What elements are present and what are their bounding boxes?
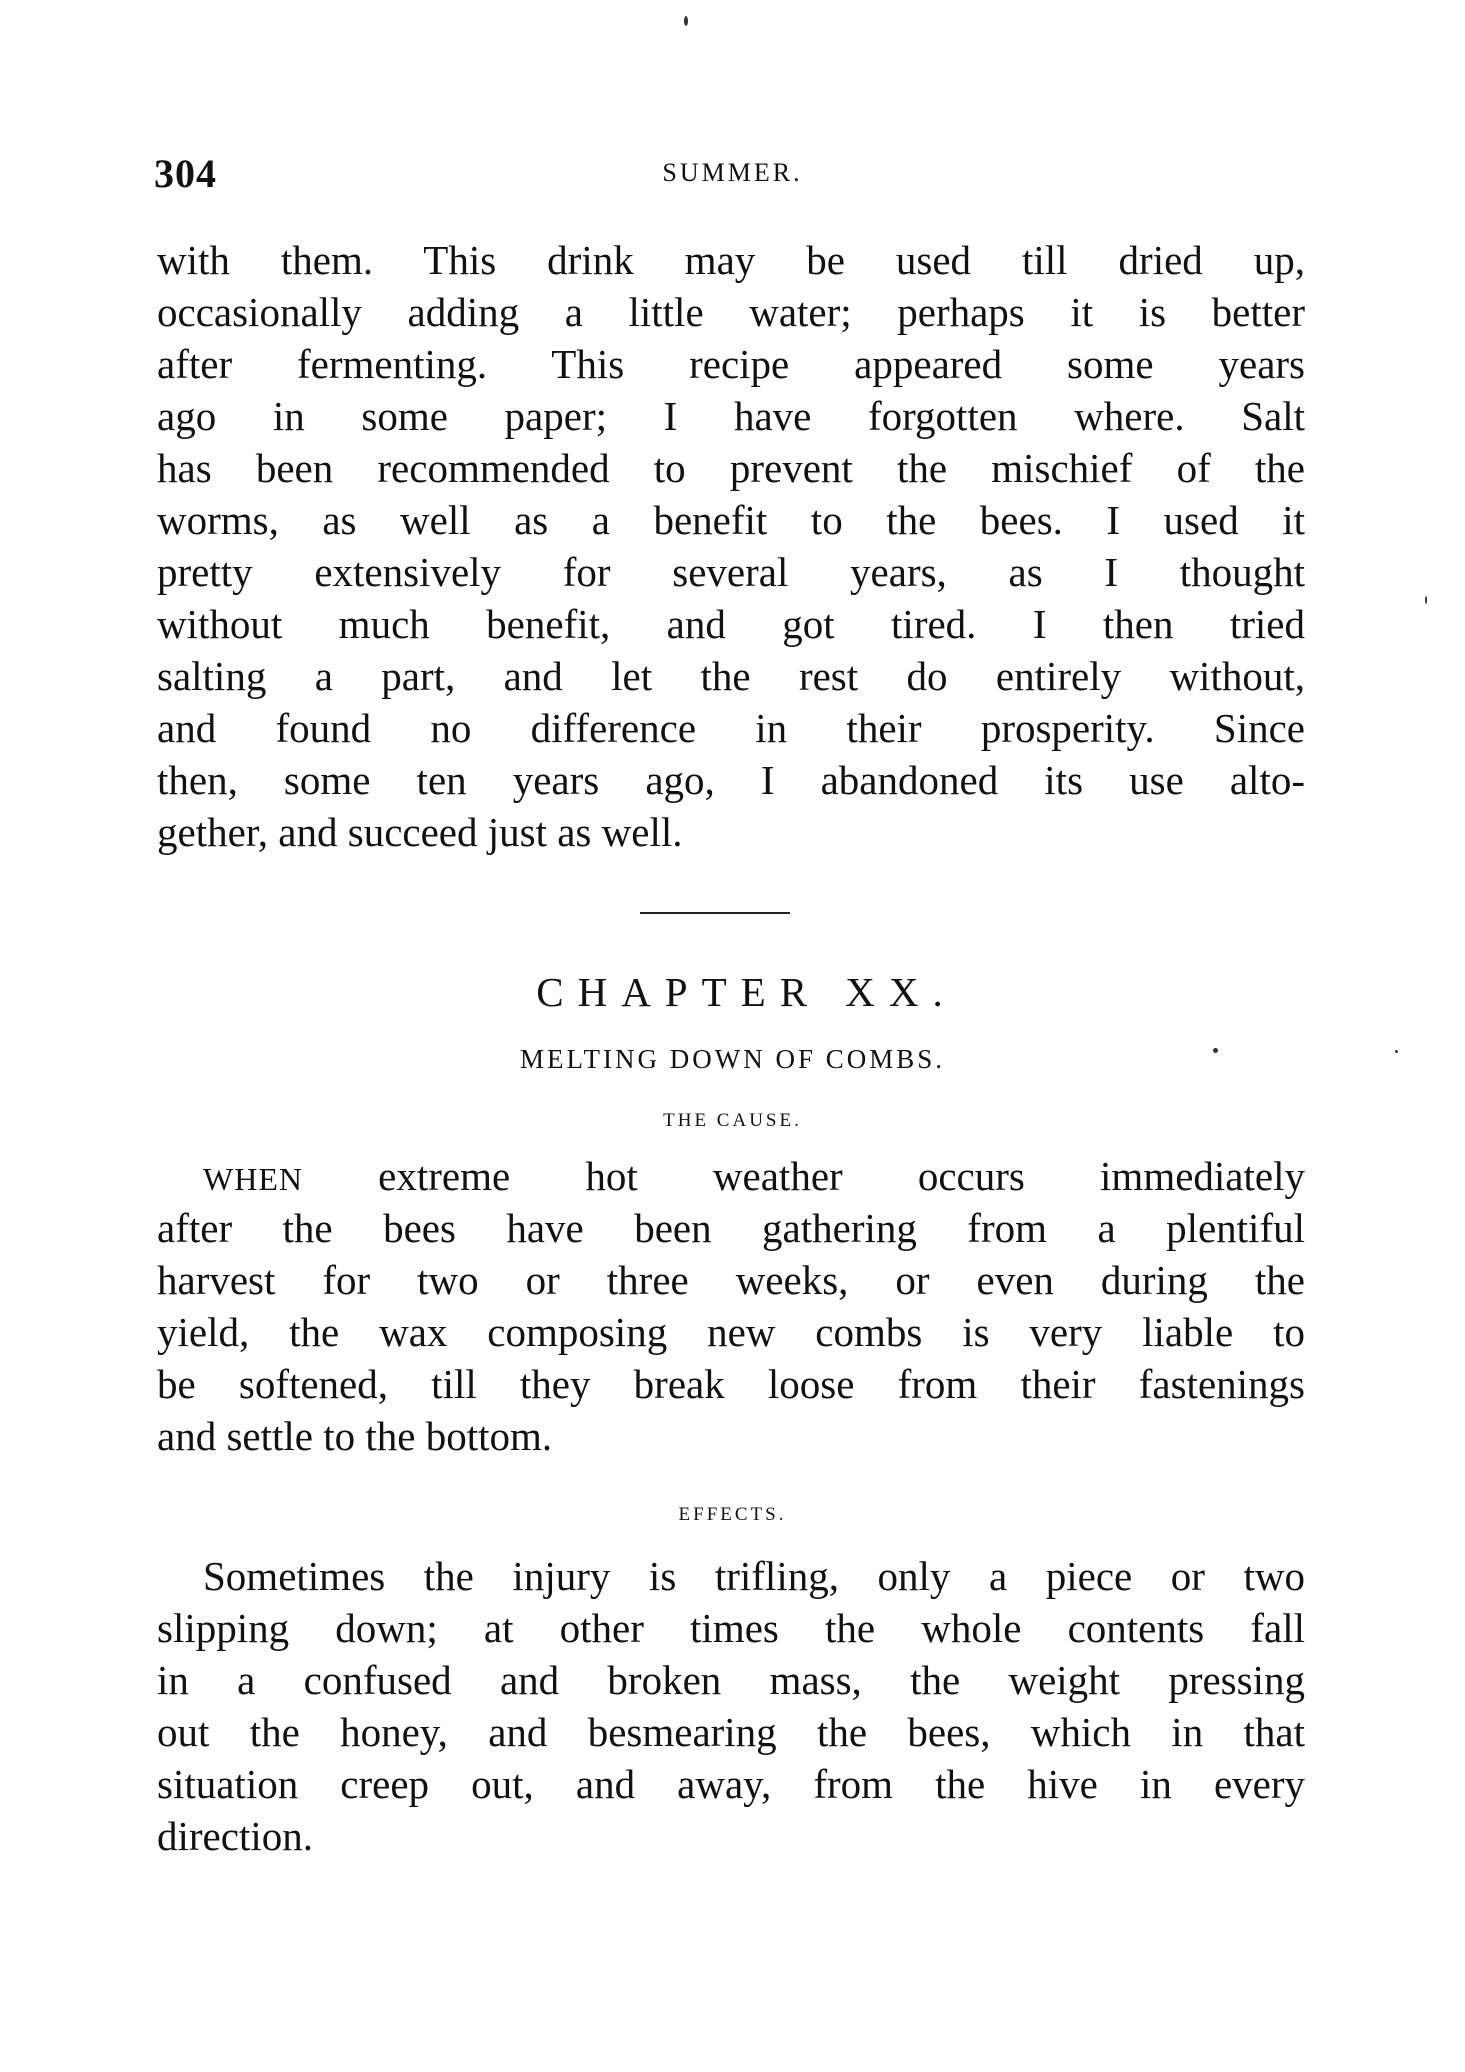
drop-word: WHEN	[203, 1161, 303, 1197]
text-line: occasionally adding a little water; perhaps it is better	[157, 289, 1305, 335]
text-line: worms, as well as a benefit to the bees. I used it	[157, 497, 1305, 543]
ink-speck	[1425, 596, 1427, 604]
page-number: 304	[154, 151, 217, 196]
text-line: salting a part, and let the rest do entirely without,	[157, 653, 1305, 699]
text-line: out the honey, and besmearing the bees, which in that	[157, 1709, 1305, 1755]
ink-speck	[684, 16, 688, 26]
text-line: Sometimes the injury is trifling, only a piece or two	[203, 1553, 1305, 1599]
chapter-subtitle: MELTING DOWN OF COMBS.	[519, 1044, 946, 1074]
text-line: direction.	[157, 1813, 313, 1859]
text-line: situation creep out, and away, from the hive in every	[157, 1761, 1305, 1807]
text-line-rest: extreme hot weather occurs immediately	[302, 1153, 1305, 1199]
text-line: without much benefit, and got tired. I then tried	[157, 601, 1305, 647]
text-line: after the bees have been gathering from a plentiful	[157, 1205, 1305, 1251]
text-line: has been recommended to prevent the mischief of the	[157, 445, 1305, 491]
text-line: and settle to the bottom.	[157, 1413, 553, 1459]
text-line: yield, the wax composing new combs is very liable to	[157, 1309, 1305, 1355]
text-line: and found no difference in their prosperity. Since	[157, 705, 1305, 751]
paragraph-effects	[157, 1550, 1305, 1862]
text-line: slipping down; at other times the whole contents fall	[157, 1605, 1305, 1651]
text-line: in a confused and broken mass, the weight pressing	[157, 1657, 1305, 1703]
paragraph-salt	[157, 234, 1305, 858]
running-title: SUMMER.	[662, 158, 803, 187]
text-line: with them. This drink may be used till dried up,	[157, 237, 1305, 283]
text-line: gether, and succeed just as well.	[157, 809, 683, 855]
text-line: harvest for two or three weeks, or even during the	[157, 1257, 1305, 1303]
chapter-title: CHAPTER XX.	[536, 969, 957, 1015]
section-heading-cause: THE CAUSE.	[663, 1110, 802, 1131]
text-line	[157, 1150, 1305, 1202]
section-heading-effects: EFFECTS.	[678, 1504, 787, 1525]
text-line: then, some ten years ago, I abandoned its use alto-	[157, 757, 1305, 803]
text-line: pretty extensively for several years, as I thought	[157, 549, 1305, 595]
paragraph-cause	[157, 1150, 1305, 1462]
text-line: be softened, till they break loose from their fastenings	[157, 1361, 1305, 1407]
text-line: after fermenting. This recipe appeared some years	[157, 341, 1305, 387]
section-divider	[640, 912, 790, 914]
text-line: ago in some paper; I have forgotten where. Salt	[157, 393, 1305, 439]
